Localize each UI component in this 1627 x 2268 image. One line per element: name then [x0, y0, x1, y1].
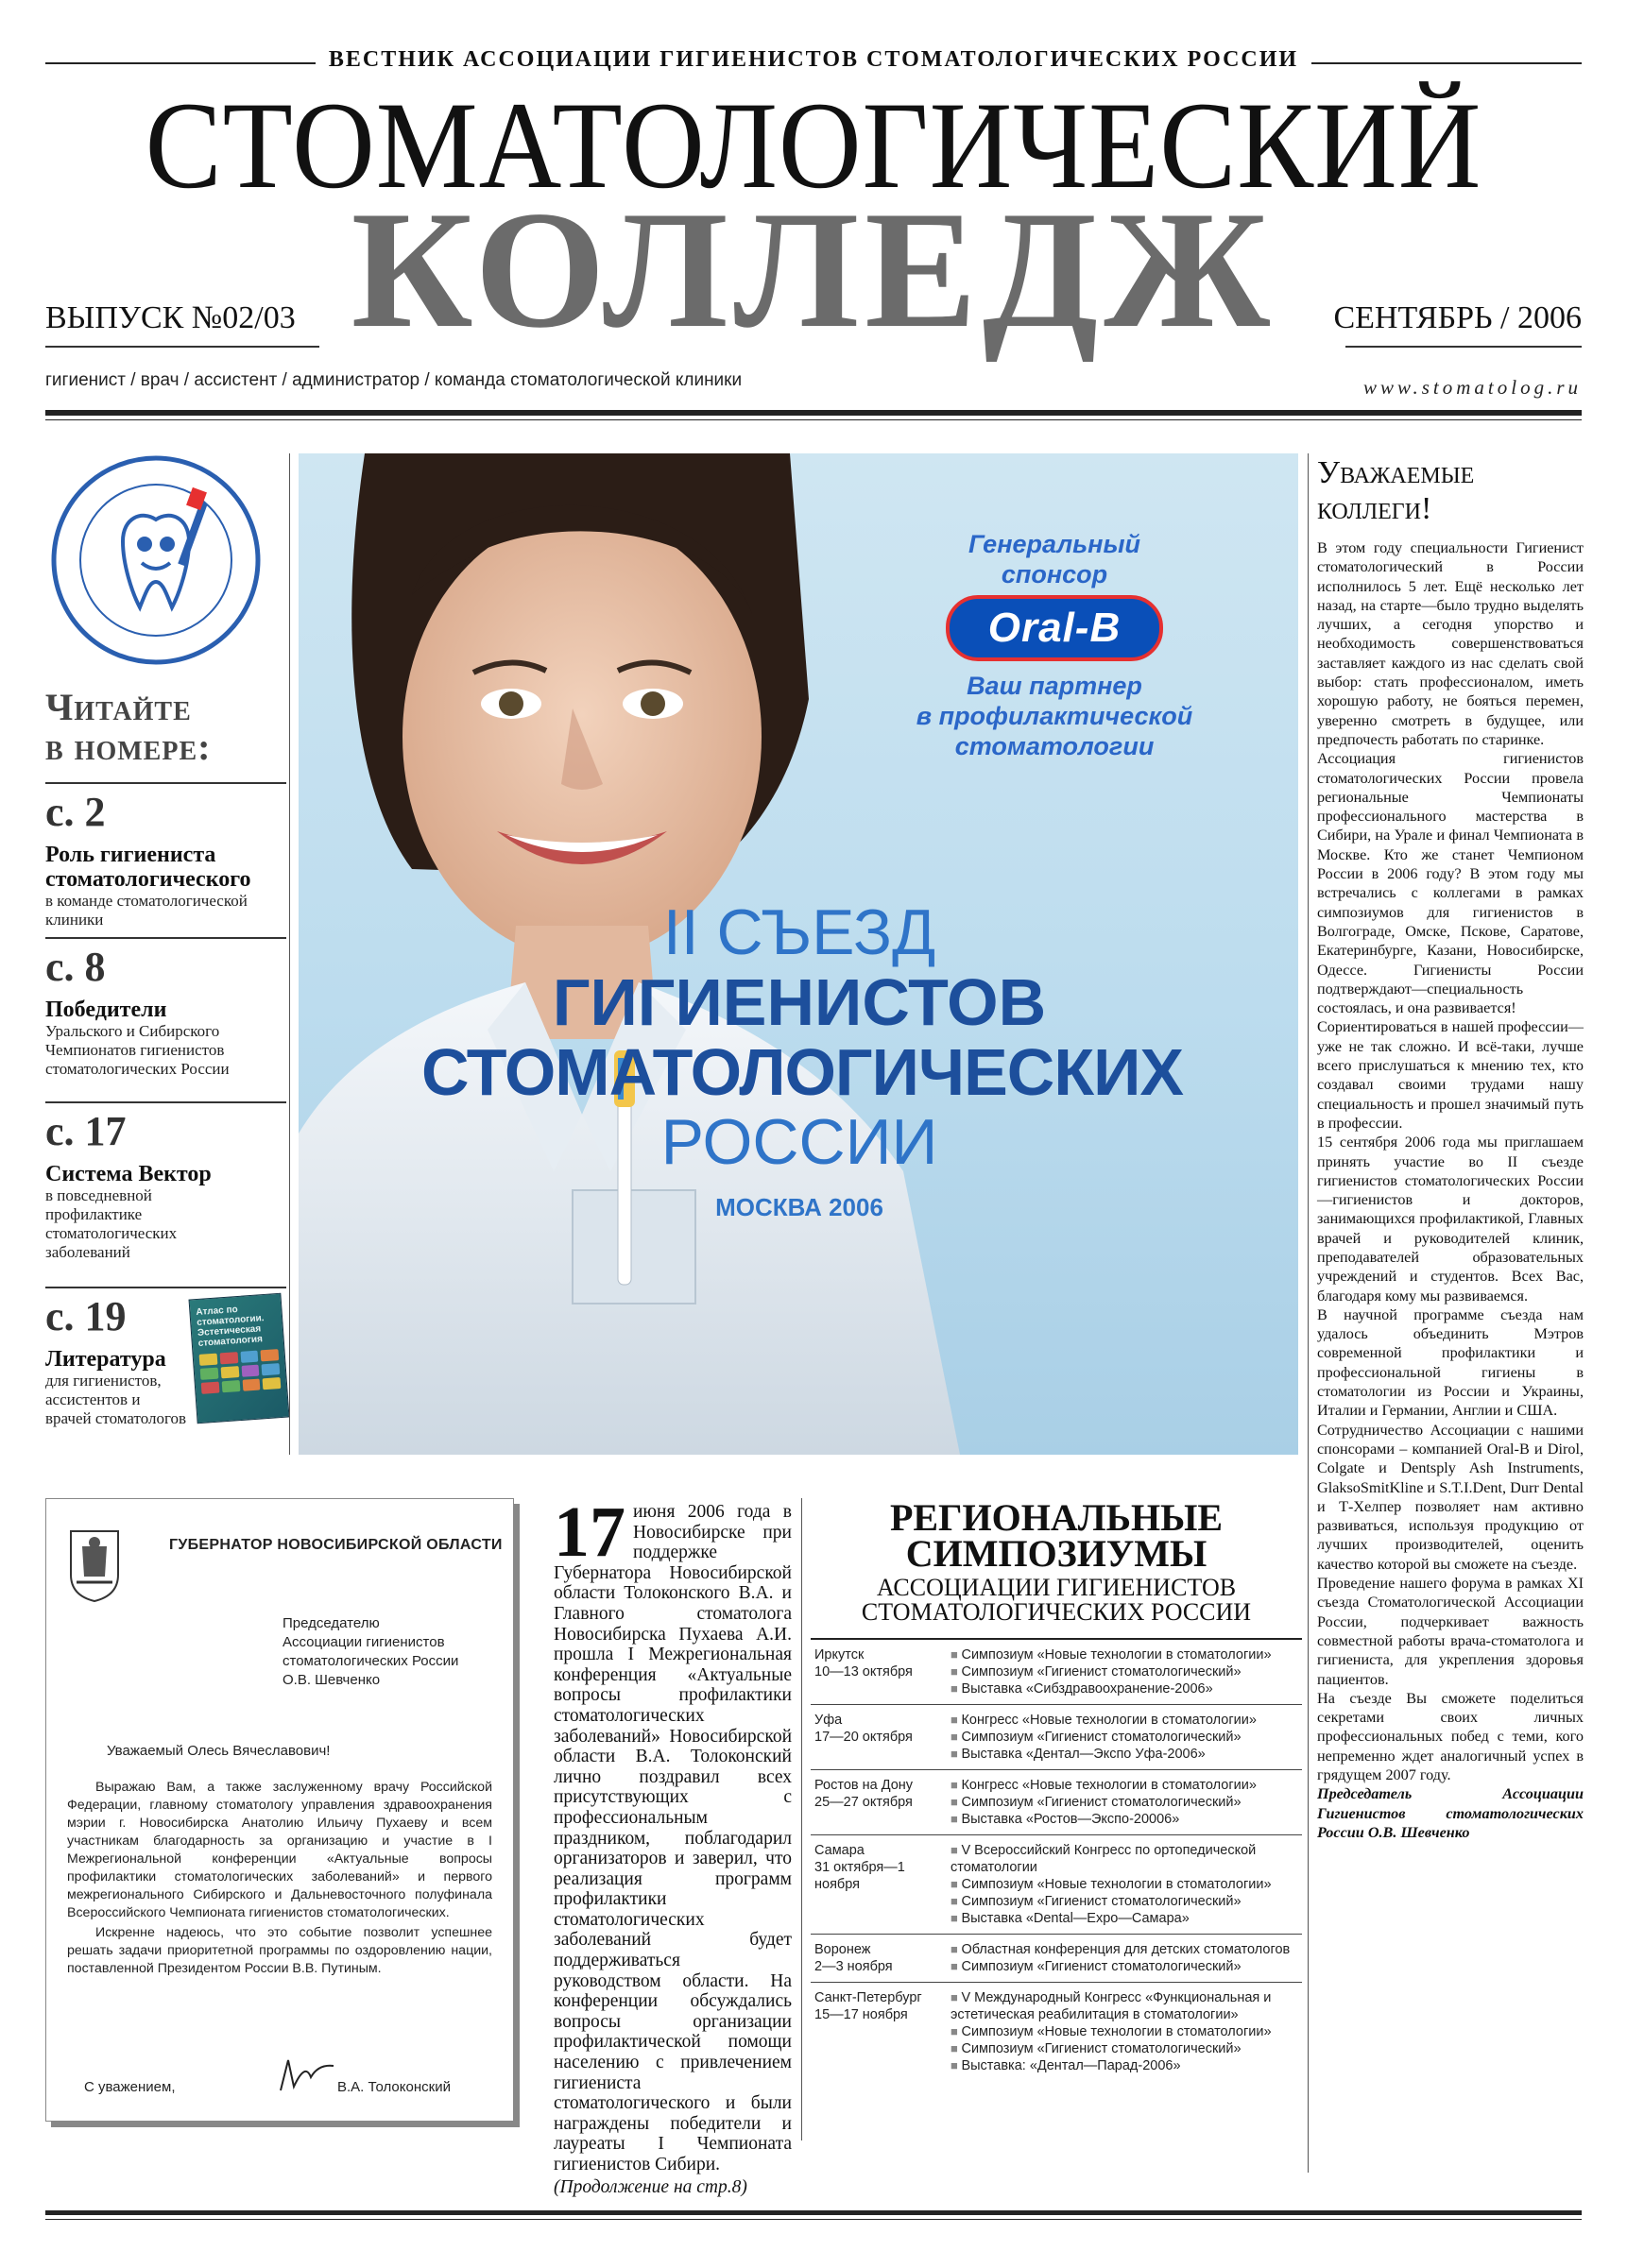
symposia-table	[811, 1638, 1302, 2081]
toc-separator	[45, 1101, 286, 1103]
toc-item-page2[interactable]: с. 2 Роль гигиениста стоматологического в команде стоматологической клиники	[45, 789, 251, 929]
book-cover-image: Атлас по стоматологии. Эстетическая стоматология	[189, 1293, 290, 1424]
masthead-bottom-thin-rule	[45, 419, 1582, 420]
symposia-title: РЕГИОНАЛЬНЫЕ СИМПОЗИУМЫ	[889, 1496, 1224, 1575]
association-logo-icon	[47, 452, 265, 669]
masthead-supertitle: ВЕСТНИК АССОЦИАЦИИ ГИГИЕНИСТОВ СТОМАТОЛОГИЧЕСКИХ РОССИИ	[0, 47, 1627, 73]
table-row: Санкт-Петербург 15—17 ноября ■ V Международный Конгресс «Функциональная и эстетическая реабилитация в стоматологии» ■ Симпозиум «Новые технологии в стоматологии» ■ Симпозиум «Гигиенист стоматологический» ■ Выставка: «Дентал—Парад-2006»	[811, 1983, 1302, 2081]
column-rule	[801, 1498, 802, 2140]
news-article	[554, 1492, 792, 2197]
newspaper-title-line1: СТОМАТОЛОГИЧЕСКИЙ	[145, 76, 1482, 214]
newspaper-title-line2: КОЛЛЕДЖ	[351, 176, 1276, 363]
toc-item-page19[interactable]: с. 19 Литература для гигиенистов, ассистентов и врачей стоматологов	[45, 1293, 187, 1427]
table-row: Ростов на Дону 25—27 октября ■ Конгресс «Новые технологии в стоматологии» ■ Симпозиум «Гигиенист стоматологический» ■ Выставка «Ростов—Экспо-20006»	[811, 1770, 1302, 1835]
footer-thin-rule	[45, 2219, 1582, 2220]
symposia-subtitle: АССОЦИАЦИИ ГИГИЕНИСТОВ СТОМАТОЛОГИЧЕСКИХ РОССИИ	[861, 1574, 1252, 1626]
oralb-logo[interactable]: Oral-B	[946, 595, 1163, 661]
editorial-body: В этом году специальности Гигиенист стоматологический в России исполнилось 5 лет. Ещё несколько лет назад, на старте—было трудно выделять лучших, а сегодня упорство и необходимость совершенствоваться заставляет каждого из нас сделать свой выбор: стать профессионалом, иметь хорошую работу, не бояться перемен, уверенно смотреть в будущее, или предпочесть работать по старинке. Ассоциация гигиенистов стоматологических России провела региональные Чемпионаты профессионального мастерства в Сибири, на Урале и финал Чемпионата в Москве. Кто же станет Чемпионом России в 2006 году? В этом году мы встречались с коллегами в рамках симпозиумов для гигиенистов в Волгограде, Омске, Пскове, Саратове, Екатеринбурге, Казани, Новосибирске, Одессе. Гигиенисты России подтверждают—специальность состоялась, и она развивается! Сориентироваться в нашей профессии—уже не так сложно. И всё-таки, лучше всего прислушаться к мнению тех, кто создавал своими трудами нашу специальность и прошел значимый путь в профессии. 15 сентября 2006 года мы приглашаем принять участие во II съезде гигиенистов стоматологических России—гигиенистов и докторов, занимающихся профилактикой, Главных врачей и руководителей клиник, преподавателей образовательных учреждений и студентов. Всех Вас, благодаря кому мы развиваемся. В научной программе съезда нам удалось объединить Мэтров современной профилактики и профессиональной гигиены в стоматологии из России и Украины, Италии и Германии, Англии и США. Сотрудничество Ассоциации с нашими спонсорами – компанией Oral-B и Dirol, Colgate и Dentsply Ash Instruments, GlaksoSmitKline и S.T.I.Dent, Durr Dental и Т-Хелпер позволяет нам активно развиваться, используя продукцию от лучших производителей, оценить качество которой вы сможете на съезде. Проведение нашего форума в рамках XI съезда Стоматологической Ассоциации России, подчеркивает важность совместной работы врача-стоматолога и гигиениста, для укрепления здоровья пациентов. На съезде Вы сможете поделиться секретами своих личных профессиональных побед с теми, кого непременно ждет аналогичный успех в грядущем 2007 году. Председатель Ассоциации Гигиенистов стоматологических России О.В. Шевченко	[1317, 539, 1584, 1841]
editorial-signature: Председатель Ассоциации Гигиенистов стоматологических России О.В. Шевченко	[1317, 1785, 1584, 1841]
table-row: Уфа 17—20 октября ■ Конгресс «Новые технологии в стоматологии» ■ Симпозиум «Гигиенист стоматологический» ■ Выставка «Дентал—Экспо Уфа-2006»	[811, 1705, 1302, 1770]
toc-separator	[45, 1287, 286, 1288]
article-text: июня 2006 года в Новосибирске при поддержке Губернатора Новосибирской области Толоконского В.А. и Главного стоматолога Новосибирска Пухаева А.И. прошла I Межрегиональная конференция «Актуальные вопросы профилактики стоматологических заболеваний» Новосибирской области В.А. Толоконский лично поздравил всех присутствующих с профессиональным праздником, поблагодарил организаторов и заверил, что реализация программ профилактики стоматологических заболеваний будет поддерживаться руководством области. На конференции обсуждались вопросы организации профилактической помощи населению с привлечением гигиениста стоматологического и были награждены победители и лауреаты I Чемпионата гигиенистов Сибири.	[554, 1502, 792, 2174]
handwritten-signature-icon	[273, 2053, 339, 2096]
letter-greeting: Уважаемый Олесь Вячеславович!	[107, 1743, 331, 1759]
governor-letter	[45, 1498, 514, 2122]
table-row: Самара 31 октября—1 ноября ■ V Всероссийский Конгресс по ортопедической стоматологии ■ Симпозиум «Новые технологии в стоматологии» ■ Симпозиум «Гигиенист стоматологический» ■ Выставка «Dental—Expo—Самара»	[811, 1835, 1302, 1935]
congress-headline: II СЪЕЗД ГИГИЕНИСТОВ СТОМАТОЛОГИЧЕСКИХ РОССИИ МОСКВА 2006	[421, 896, 1184, 1221]
masthead-bottom-rule	[45, 410, 1582, 416]
website-link[interactable]: www.stomatolog.ru	[1363, 376, 1582, 399]
column-rule	[1308, 453, 1309, 2173]
toc-separator	[45, 782, 286, 784]
issue-underline	[45, 346, 319, 348]
letter-signer: В.А. Толоконский	[337, 2079, 451, 2095]
article-continued-link[interactable]: (Продолжение на стр.8)	[554, 2176, 747, 2197]
footer-rule	[45, 2210, 1582, 2215]
audience-line: гигиенист / врач / ассистент / администратор / команда стоматологической клиники	[45, 370, 743, 390]
letter-sender: ГУБЕРНАТОР НОВОСИБИРСКОЙ ОБЛАСТИ	[169, 1537, 503, 1553]
table-row: Иркутск 10—13 октября ■ Симпозиум «Новые технологии в стоматологии» ■ Симпозиум «Гигиенист стоматологический» ■ Выставка «Сибздравоохранение-2006»	[811, 1640, 1302, 1705]
hero-advertisement[interactable]	[299, 453, 1298, 1455]
issue-number: ВЫПУСК №02/03	[45, 300, 296, 335]
toc-separator	[45, 937, 286, 939]
letter-addressee: Председателю Ассоциации гигиенистов стоматологических России О.В. Шевченко	[283, 1615, 459, 1688]
table-row: Воронеж 2—3 ноября ■ Областная конференция для детских стоматологов ■ Симпозиум «Гигиенист стоматологический»	[811, 1935, 1302, 1983]
toc-item-page17[interactable]: с. 17 Система Вектор в повседневной профилактике стоматологических заболеваний	[45, 1108, 212, 1261]
letter-body: Выражаю Вам, а также заслуженному врачу Российской Федерации, главному стоматологу управления здравоохранения мэрии г. Новосибирска Анатолию Ильичу Пухаеву и всем участникам благодарность за организацию и участие в I Межрегиональной конференции «Актуальные вопросы профилактики стоматологических заболеваний» и первого межрегионального Сибирского и Дальневосточного полуфинала Всероссийского Чемпионата гигиенистов стоматологических. Искренне надеюсь, что это событие позволит успешнее решать задачи приоритетной программы по оздоровлению нации, поставленной Президентом России В.В. Путиным.	[67, 1780, 492, 1976]
article-dropcap: 17	[554, 1492, 625, 1572]
column-rule	[289, 453, 290, 1455]
coat-of-arms-icon	[67, 1527, 122, 1603]
toc-title: Читайте в номере:	[45, 686, 212, 768]
date-underline	[1345, 346, 1582, 348]
sponsor-block: Генеральный спонсор Oral-B Ваш партнер в профилактической стоматологии	[916, 530, 1193, 760]
regional-symposia	[811, 1496, 1302, 2081]
editorial-title: Уважаемые коллеги!	[1317, 455, 1475, 526]
toc-item-page8[interactable]: с. 8 Победители Уральского и Сибирского Чемпионатов гигиенистов стоматологических России	[45, 944, 230, 1078]
issue-date: СЕНТЯБРЬ / 2006	[1333, 300, 1582, 335]
letter-closing: С уважением,	[84, 2079, 176, 2095]
